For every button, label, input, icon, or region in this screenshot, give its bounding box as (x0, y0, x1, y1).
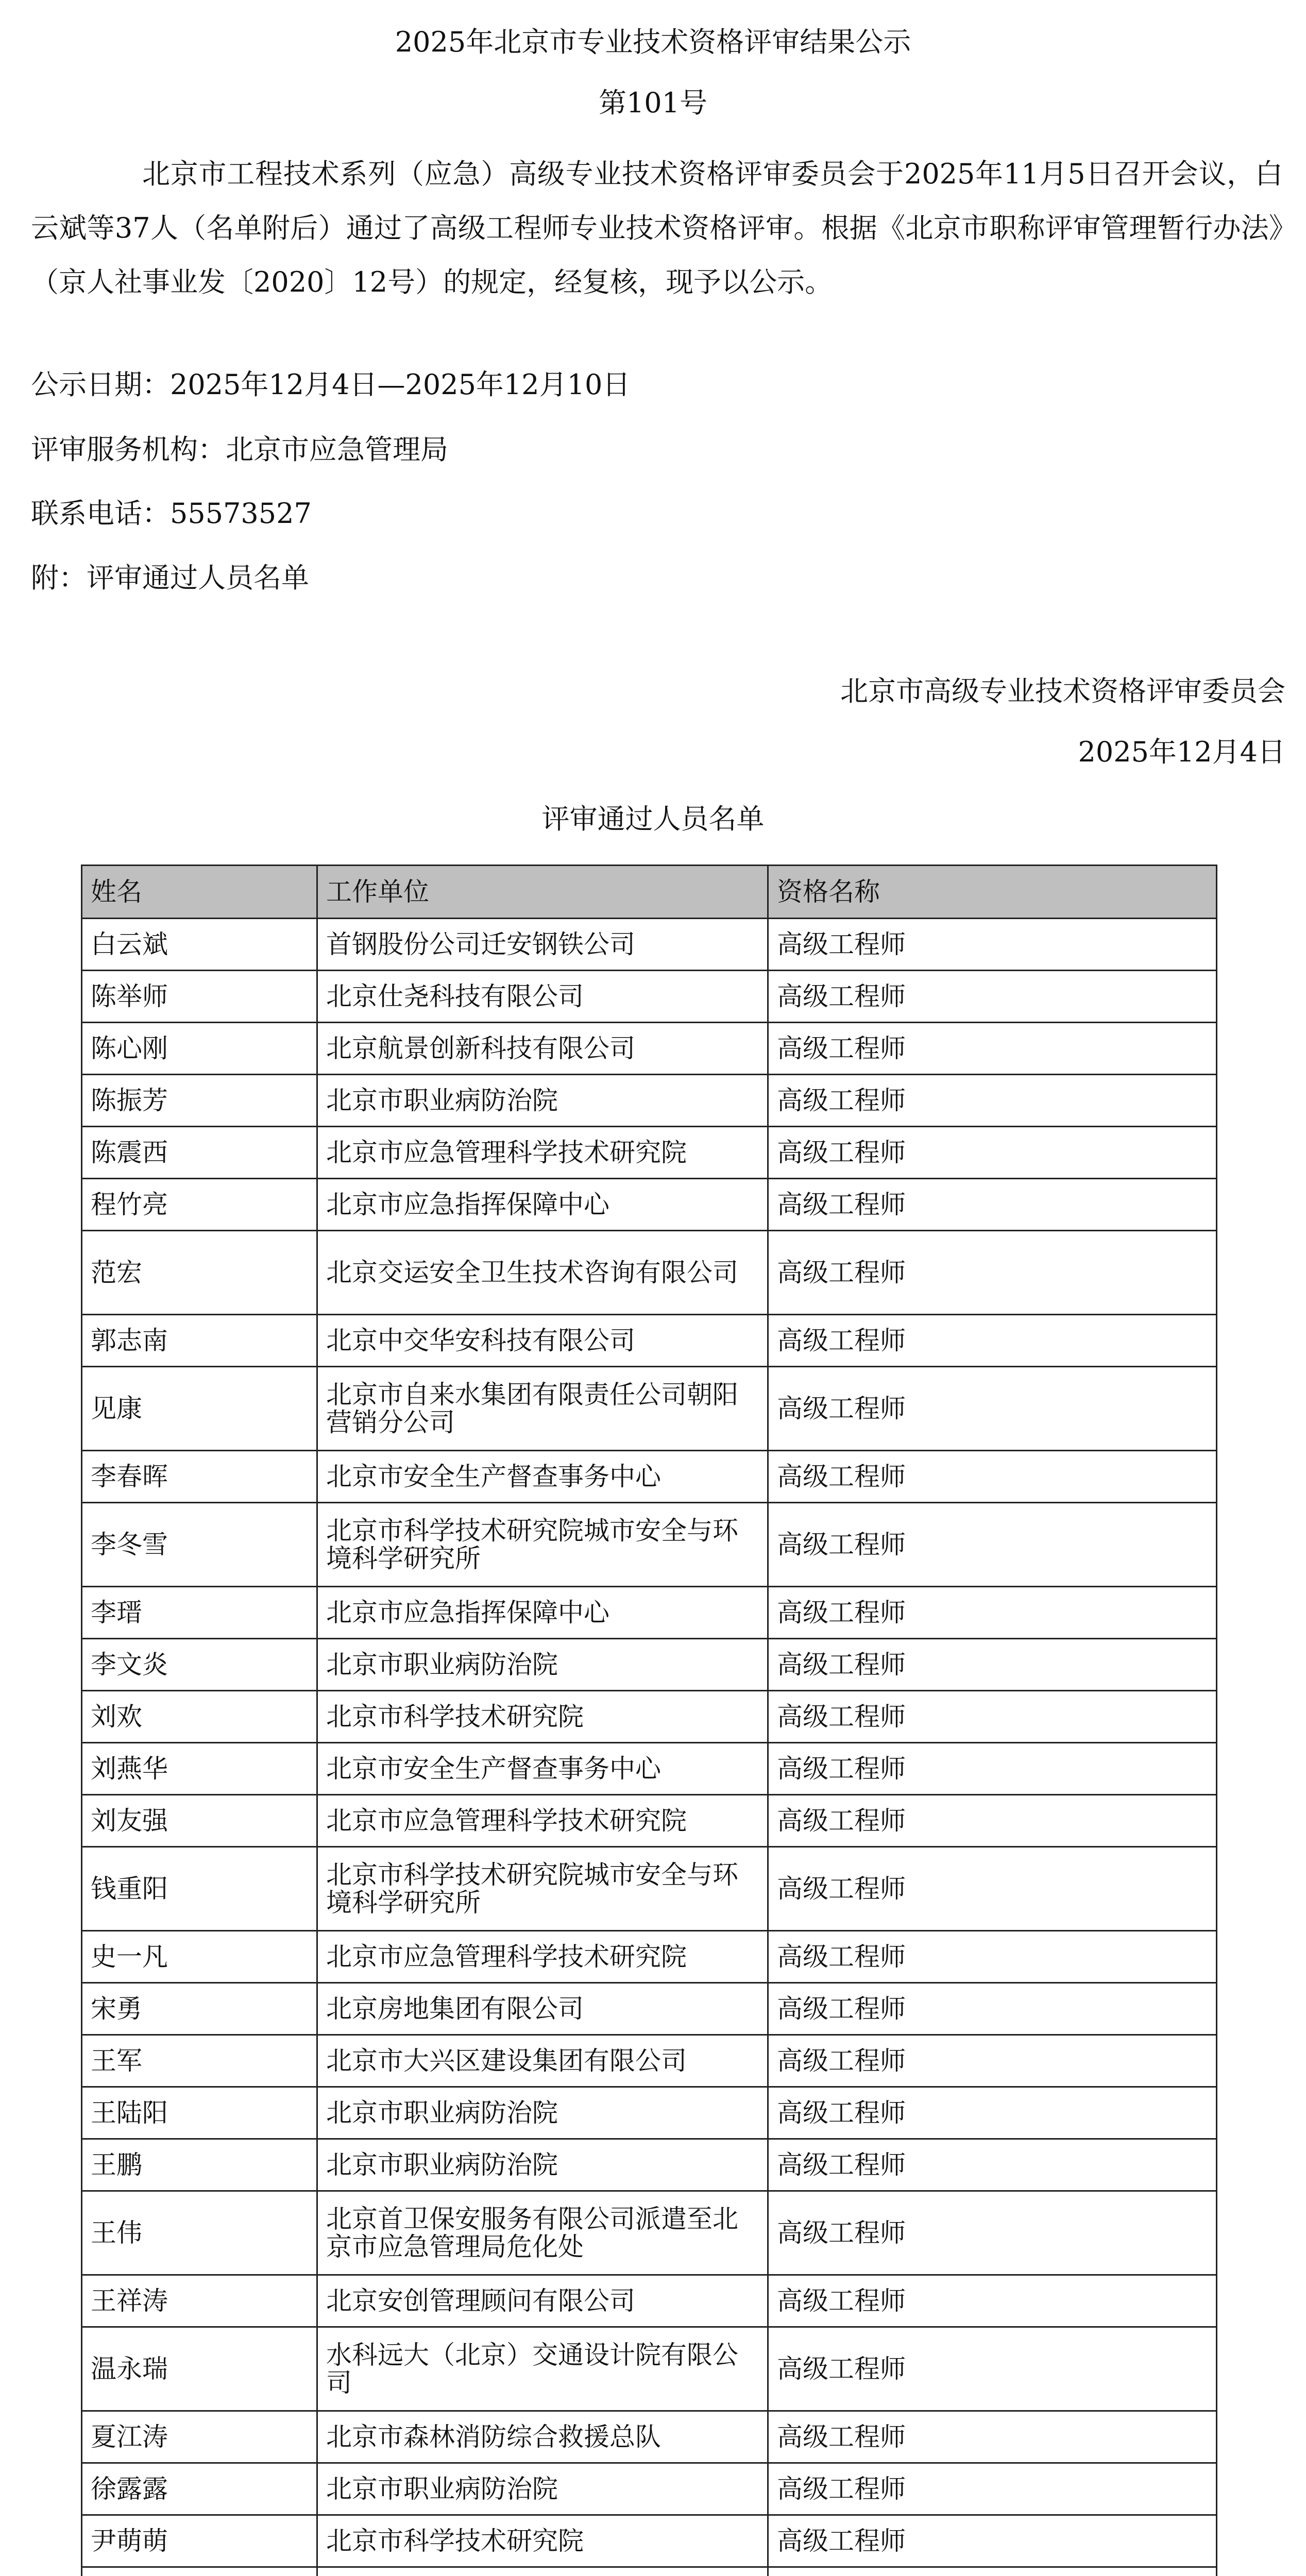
table-row (82, 2515, 1217, 2567)
qualification-cell: 高级工程师 (768, 1795, 1217, 1847)
notice-period: 公示日期：2025年12月4日—2025年12月10日 (31, 368, 631, 401)
table-row (82, 1931, 1217, 1983)
person-name-cell: 刘燕华 (82, 1743, 317, 1795)
table-row (82, 1367, 1217, 1451)
person-name-cell: 白云斌 (82, 919, 317, 971)
qualification-cell: 高级工程师 (768, 2275, 1217, 2327)
table-row (82, 1587, 1217, 1639)
table-row (82, 2191, 1217, 2275)
table-row (82, 1231, 1217, 1315)
person-name-cell: 郭志南 (82, 1315, 317, 1367)
qualification-cell: 高级工程师 (768, 1315, 1217, 1367)
table-row (82, 1639, 1217, 1691)
person-name-cell: 尹萌萌 (82, 2515, 317, 2567)
work-unit-cell: 北京交运安全卫生技术咨询有限公司 (317, 1231, 768, 1315)
qualification-cell (768, 2567, 1217, 2576)
person-name-cell: 陈振芳 (82, 1075, 317, 1127)
person-name-cell: 陈震西 (82, 1127, 317, 1179)
qualification-cell: 高级工程师 (768, 1847, 1217, 1931)
qualification-cell: 高级工程师 (768, 1179, 1217, 1231)
person-name-cell: 王伟 (82, 2191, 317, 2275)
work-unit-cell: 北京仕尧科技有限公司 (317, 971, 768, 1023)
notice-title: 2025年北京市专业技术资格评审结果公示 (395, 26, 911, 58)
qualification-cell: 高级工程师 (768, 1931, 1217, 1983)
qualification-cell: 高级工程师 (768, 919, 1217, 971)
work-unit-cell: 北京市职业病防治院 (317, 2139, 768, 2191)
table-row (82, 1795, 1217, 1847)
work-unit-cell: 北京市森林消防综合救援总队 (317, 2411, 768, 2463)
qualification-cell: 高级工程师 (768, 2191, 1217, 2275)
table-row (82, 1023, 1217, 1075)
qualification-cell: 高级工程师 (768, 2087, 1217, 2139)
qualification-cell: 高级工程师 (768, 1639, 1217, 1691)
person-name-cell: 王祥涛 (82, 2275, 317, 2327)
work-unit-cell: 北京中交华安科技有限公司 (317, 1315, 768, 1367)
person-name-cell: 夏江涛 (82, 2411, 317, 2463)
person-name-cell: 王陆阳 (82, 2087, 317, 2139)
work-unit-cell: 北京市科学技术研究院城市安全与环境科学研究所 (317, 1503, 768, 1587)
qualification-cell: 高级工程师 (768, 1743, 1217, 1795)
roster-header-row (82, 866, 1217, 919)
qualification-cell: 高级工程师 (768, 2463, 1217, 2515)
person-name-cell: 宋勇 (82, 1983, 317, 2035)
notice-body: 北京市工程技术系列（应急）高级专业技术资格评审委员会于2025年11月5日召开会议，白云斌等37人（名单附后）通过了高级工程师专业技术资格评审。根据《北京市职称评审管理暂行办法》（京人社事业发〔2020〕12号）的规定，经复核，现予以公示。 (31, 158, 1283, 298)
qualification-cell: 高级工程师 (768, 2139, 1217, 2191)
qualification-cell: 高级工程师 (768, 1691, 1217, 1743)
column-header-unit: 工作单位 (317, 866, 768, 919)
person-name-cell: 李冬雪 (82, 1503, 317, 1587)
work-unit-cell: 北京市职业病防治院 (317, 1075, 768, 1127)
qualification-cell: 高级工程师 (768, 1075, 1217, 1127)
qualification-cell: 高级工程师 (768, 1983, 1217, 2035)
table-row (82, 2087, 1217, 2139)
notice-number: 第101号 (598, 87, 708, 119)
person-name-cell: 王鹏 (82, 2139, 317, 2191)
work-unit-cell: 北京市应急管理科学技术研究院 (317, 1795, 768, 1847)
work-unit-cell: 北京市安全生产督查事务中心 (317, 1451, 768, 1503)
work-unit-cell: 首钢股份公司迁安钢铁公司 (317, 919, 768, 971)
person-name-cell: 史一凡 (82, 1931, 317, 1983)
person-name-cell: 温永瑞 (82, 2327, 317, 2411)
qualification-cell: 高级工程师 (768, 2515, 1217, 2567)
qualification-cell: 高级工程师 (768, 2327, 1217, 2411)
work-unit-cell: 北京房地集团有限公司 (317, 1983, 768, 2035)
notice-signer: 北京市高级专业技术资格评审委员会 (840, 675, 1285, 707)
table-row (82, 919, 1217, 971)
qualification-cell: 高级工程师 (768, 1587, 1217, 1639)
table-row (82, 2567, 1217, 2576)
person-name-cell: 刘友强 (82, 1795, 317, 1847)
table-row (82, 1743, 1217, 1795)
person-name-cell: 李文炎 (82, 1639, 317, 1691)
work-unit-cell: 北京航景创新科技有限公司 (317, 1023, 768, 1075)
person-name-cell: 李春晖 (82, 1451, 317, 1503)
work-unit-cell: 北京市职业病防治院 (317, 1639, 768, 1691)
work-unit-cell: 北京市应急指挥保障中心 (317, 1587, 768, 1639)
qualification-cell: 高级工程师 (768, 2035, 1217, 2087)
person-name-cell: 刘欢 (82, 1691, 317, 1743)
table-row (82, 1691, 1217, 1743)
table-row (82, 1983, 1217, 2035)
table-row (82, 2035, 1217, 2087)
work-unit-cell: 北京市应急管理科学技术研究院 (317, 1931, 768, 1983)
qualification-cell: 高级工程师 (768, 2411, 1217, 2463)
work-unit-cell: 北京市科学技术研究院城市安全与环境科学研究所 (317, 1847, 768, 1931)
column-header-qualification: 资格名称 (768, 866, 1217, 919)
table-row (82, 1127, 1217, 1179)
qualification-cell: 高级工程师 (768, 1503, 1217, 1587)
roster-title: 评审通过人员名单 (541, 803, 765, 835)
notice-date: 2025年12月4日 (1078, 736, 1285, 768)
roster-body (82, 919, 1217, 2576)
work-unit-cell: 北京市大兴区建设集团有限公司 (317, 2035, 768, 2087)
work-unit-cell: 北京市应急管理科学技术研究院 (317, 1127, 768, 1179)
work-unit-cell: 北京首卫保安服务有限公司派遣至北京市应急管理局危化处 (317, 2191, 768, 2275)
notice-agency: 评审服务机构：北京市应急管理局 (31, 433, 448, 466)
table-row (82, 1503, 1217, 1587)
work-unit-cell: 北京市职业病防治院 (317, 2463, 768, 2515)
person-name-cell: 范宏 (82, 1231, 317, 1315)
table-row (82, 2411, 1217, 2463)
qualification-cell: 高级工程师 (768, 971, 1217, 1023)
notice-attachment: 附：评审通过人员名单 (31, 562, 309, 594)
table-row (82, 1179, 1217, 1231)
person-name-cell: 钱重阳 (82, 1847, 317, 1931)
work-unit-cell: 水科远大（北京）交通设计院有限公司 (317, 2327, 768, 2411)
table-row (82, 1847, 1217, 1931)
qualification-cell: 高级工程师 (768, 1127, 1217, 1179)
notice-phone: 联系电话：55573527 (31, 497, 312, 530)
work-unit-cell: 北京安创管理顾问有限公司 (317, 2275, 768, 2327)
qualification-cell: 高级工程师 (768, 1451, 1217, 1503)
table-row (82, 1451, 1217, 1503)
qualification-cell: 高级工程师 (768, 1367, 1217, 1451)
table-row (82, 1075, 1217, 1127)
table-row (82, 2327, 1217, 2411)
person-name-cell: 见康 (82, 1367, 317, 1451)
person-name-cell: 徐露露 (82, 2463, 317, 2515)
person-name-cell: 陈举师 (82, 971, 317, 1023)
table-row (82, 2139, 1217, 2191)
work-unit-cell: 北京市科学技术研究院 (317, 1691, 768, 1743)
table-row (82, 2463, 1217, 2515)
person-name-cell: 李瑨 (82, 1587, 317, 1639)
qualification-cell: 高级工程师 (768, 1023, 1217, 1075)
table-row (82, 1315, 1217, 1367)
work-unit-cell: 北京市自来水集团有限责任公司朝阳营销分公司 (317, 1367, 768, 1451)
column-header-name: 姓名 (82, 866, 317, 919)
roster-table (81, 865, 1217, 2576)
work-unit-cell: 北京市应急指挥保障中心 (317, 1179, 768, 1231)
work-unit-cell: 北京市科学技术研究院 (317, 2515, 768, 2567)
qualification-cell: 高级工程师 (768, 1231, 1217, 1315)
person-name-cell: 陈心刚 (82, 1023, 317, 1075)
person-name-cell: 程竹亮 (82, 1179, 317, 1231)
table-row (82, 971, 1217, 1023)
work-unit-cell: 北京市安全生产督查事务中心 (317, 1743, 768, 1795)
person-name-cell: 王军 (82, 2035, 317, 2087)
work-unit-cell: 北京市职业病防治院 (317, 2087, 768, 2139)
person-name-cell (82, 2567, 317, 2576)
work-unit-cell (317, 2567, 768, 2576)
table-row (82, 2275, 1217, 2327)
